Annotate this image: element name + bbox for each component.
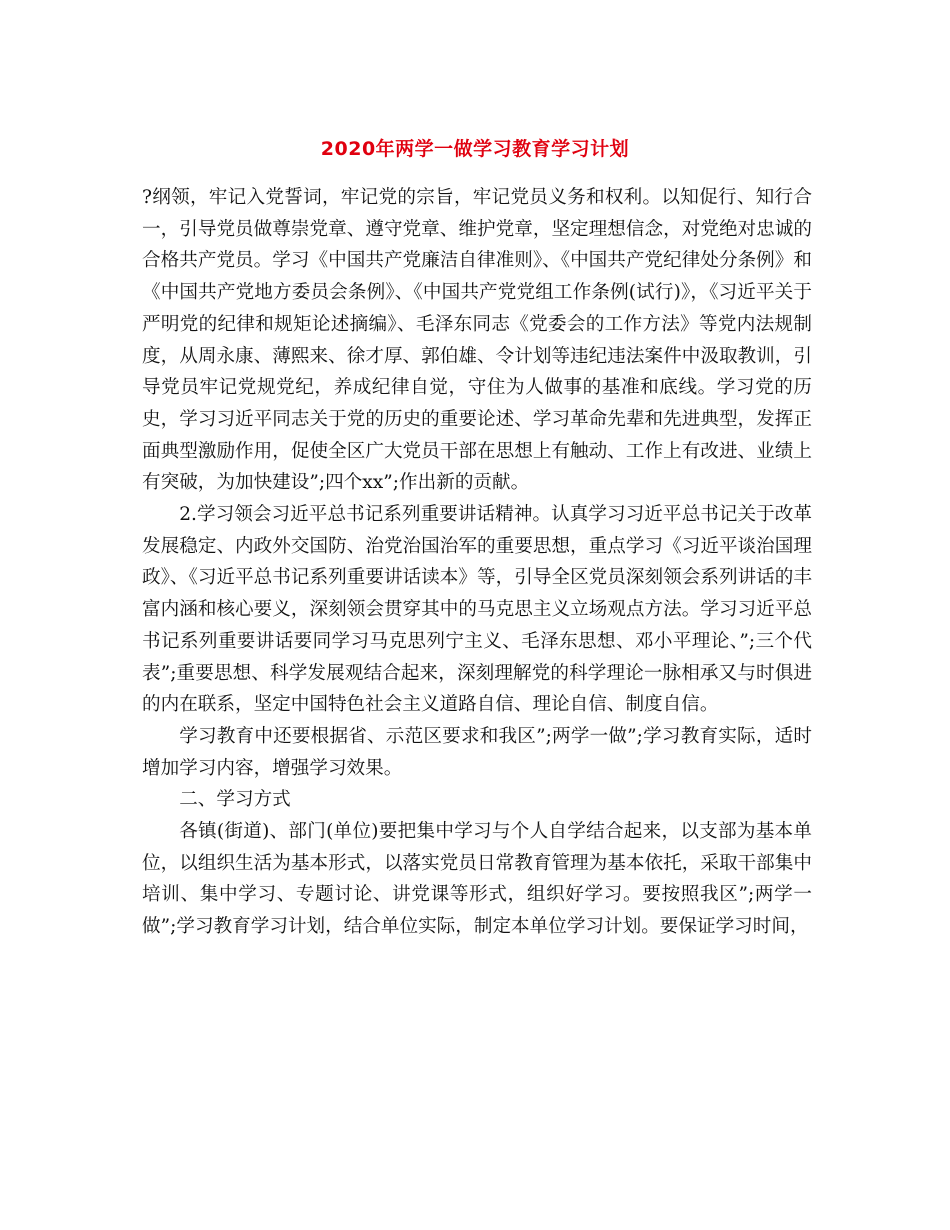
document-title: 2020年两学一做学习教育学习计划 bbox=[320, 138, 630, 160]
paragraph-3: 学习教育中还要根据省、示范区要求和我区”;两学一做”;学习教育实际，适时增加学习内容，增强学习效果。 bbox=[142, 725, 812, 779]
section-heading-study-method: 二、学习方式 bbox=[179, 789, 291, 811]
paragraph-4: 各镇(街道)、部门(单位)要把集中学习与个人自学结合起来，以支部为基本单位，以组织生活为基本形式，以落实党员日常教育管理为基本依托，采取干部集中培训、集中学习、专题讨论、讲党课等形式，组织好学习。要按照我区”;两学一做”;学习教育学习计划，结合单位实际，制定本单位学习计划。要保证学习时间， bbox=[142, 821, 812, 938]
paragraph-2: 2.学习领会习近平总书记系列重要讲话精神。认真学习习近平总书记关于改革发展稳定、内政外交国防、治党治国治军的重要思想，重点学习《习近平谈治国理政》、《习近平总书记系列重要讲话读本》等，引导全区党员深刻领会系列讲话的丰富内涵和核心要义，深刻领会贯穿其中的马克思主义立场观点方法。学习习近平总书记系列重要讲话要同学习马克思列宁主义、毛泽东思想、邓小平理论、”;三个代表”;重要思想、科学发展观结合起来，深刻理解党的科学理论一脉相承又与时俱进的内在联系，坚定中国特色社会主义道路自信、理论自信、制度自信。 bbox=[142, 504, 812, 716]
paragraph-1: ?纲领，牢记入党誓词，牢记党的宗旨，牢记党员义务和权利。以知促行、知行合一，引导党员做尊崇党章、遵守党章、维护党章，坚定理想信念，对党绝对忠诚的合格共产党员。学习《中国共产党廉洁自律准则》、《中国共产党纪律处分条例》和《中国共产党地方委员会条例》、《中国共产党党组工作条例(试行)》，《习近平关于严明党的纪律和规矩论述摘编》、毛泽东同志《党委会的工作方法》等党内法规制度，从周永康、薄熙来、徐才厚、郭伯雄、令计划等违纪违法案件中汲取教训，引导党员牢记党规党纪，养成纪律自觉，守住为人做事的基准和底线。学习党的历史，学习习近平同志关于党的历史的重要论述、学习革命先辈和先进典型，发挥正面典型激励作用，促使全区广大党员干部在思想上有触动、工作上有改进、业绩上有突破，为加快建设”;四个xx”;作出新的贡献。 bbox=[142, 187, 812, 494]
document-body bbox=[142, 182, 812, 943]
